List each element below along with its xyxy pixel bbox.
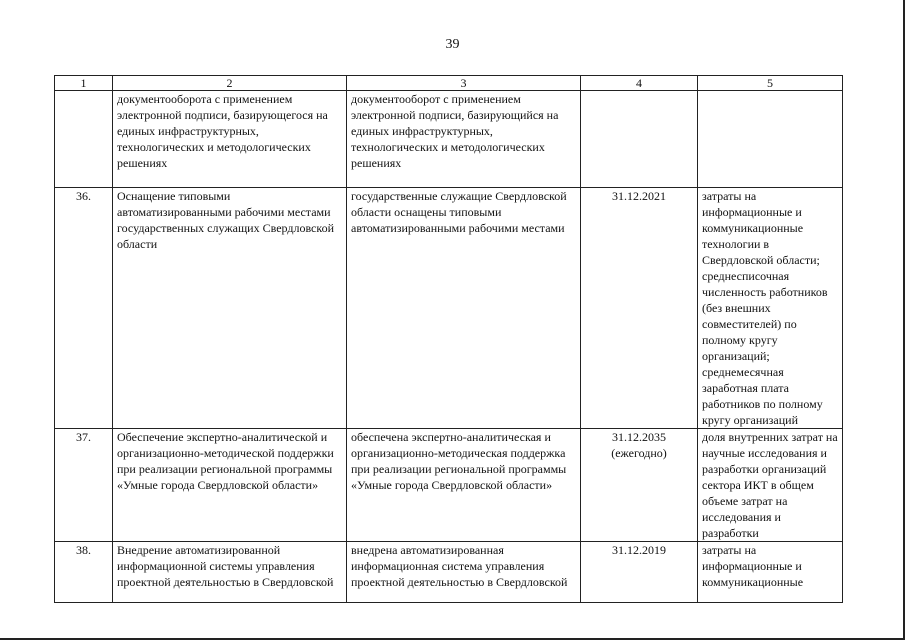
indicator-cell <box>698 91 843 188</box>
row-number: 37. <box>55 429 113 542</box>
row-number: 36. <box>55 188 113 429</box>
result-cell: государственные служащие Свердловской области оснащены типовыми автоматизированными рабочими местами <box>347 188 581 429</box>
table-row <box>55 429 843 542</box>
event-cell: документооборота с применением электронной подписи, базирующегося на единых инфраструктурных, технологических и методологических решениях <box>113 91 347 188</box>
indicator-cell: затраты на информационные и коммуникационные <box>698 542 843 603</box>
event-cell: Внедрение автоматизированной информационной системы управления проектной деятельностью в Свердловской <box>113 542 347 603</box>
result-cell: документооборот с применением электронной подписи, базирующийся на единых инфраструктурных, технологических и методологических решениях <box>347 91 581 188</box>
date-cell <box>581 91 698 188</box>
row-number: 38. <box>55 542 113 603</box>
table-row <box>55 542 843 603</box>
table-row <box>55 91 843 188</box>
indicator-cell: затраты на информационные и коммуникационные технологии в Свердловской области; среднесписочная численность работников (без внешних совместителей) по полному кругу организаций; среднемесячная заработная плата работников по полному кругу организаций <box>698 188 843 429</box>
date-cell: 31.12.2021 <box>581 188 698 429</box>
header-cell-4: 4 <box>581 76 698 91</box>
date-cell: 31.12.2019 <box>581 542 698 603</box>
header-cell-5: 5 <box>698 76 843 91</box>
result-cell: внедрена автоматизированная информационная система управления проектной деятельностью в Свердловской <box>347 542 581 603</box>
row-number <box>55 91 113 188</box>
event-cell: Обеспечение экспертно-аналитической и организационно-методической поддержки при реализации региональной программы «Умные города Свердловской области» <box>113 429 347 542</box>
date-cell: 31.12.2035 (ежегодно) <box>581 429 698 542</box>
header-cell-3: 3 <box>347 76 581 91</box>
table-row <box>55 188 843 429</box>
result-cell: обеспечена экспертно-аналитическая и организационно-методическая поддержка при реализации региональной программы «Умные города Свердловской области» <box>347 429 581 542</box>
page-number: 39 <box>445 37 460 52</box>
document-table <box>54 75 843 603</box>
event-cell: Оснащение типовыми автоматизированными рабочими местами государственных служащих Свердловской области <box>113 188 347 429</box>
indicator-cell: доля внутренних затрат на научные исследования и разработки организаций сектора ИКТ в общем объеме затрат на исследования и разработки <box>698 429 843 542</box>
header-cell-1: 1 <box>55 76 113 91</box>
header-cell-2: 2 <box>113 76 347 91</box>
table-header-row <box>55 76 843 91</box>
